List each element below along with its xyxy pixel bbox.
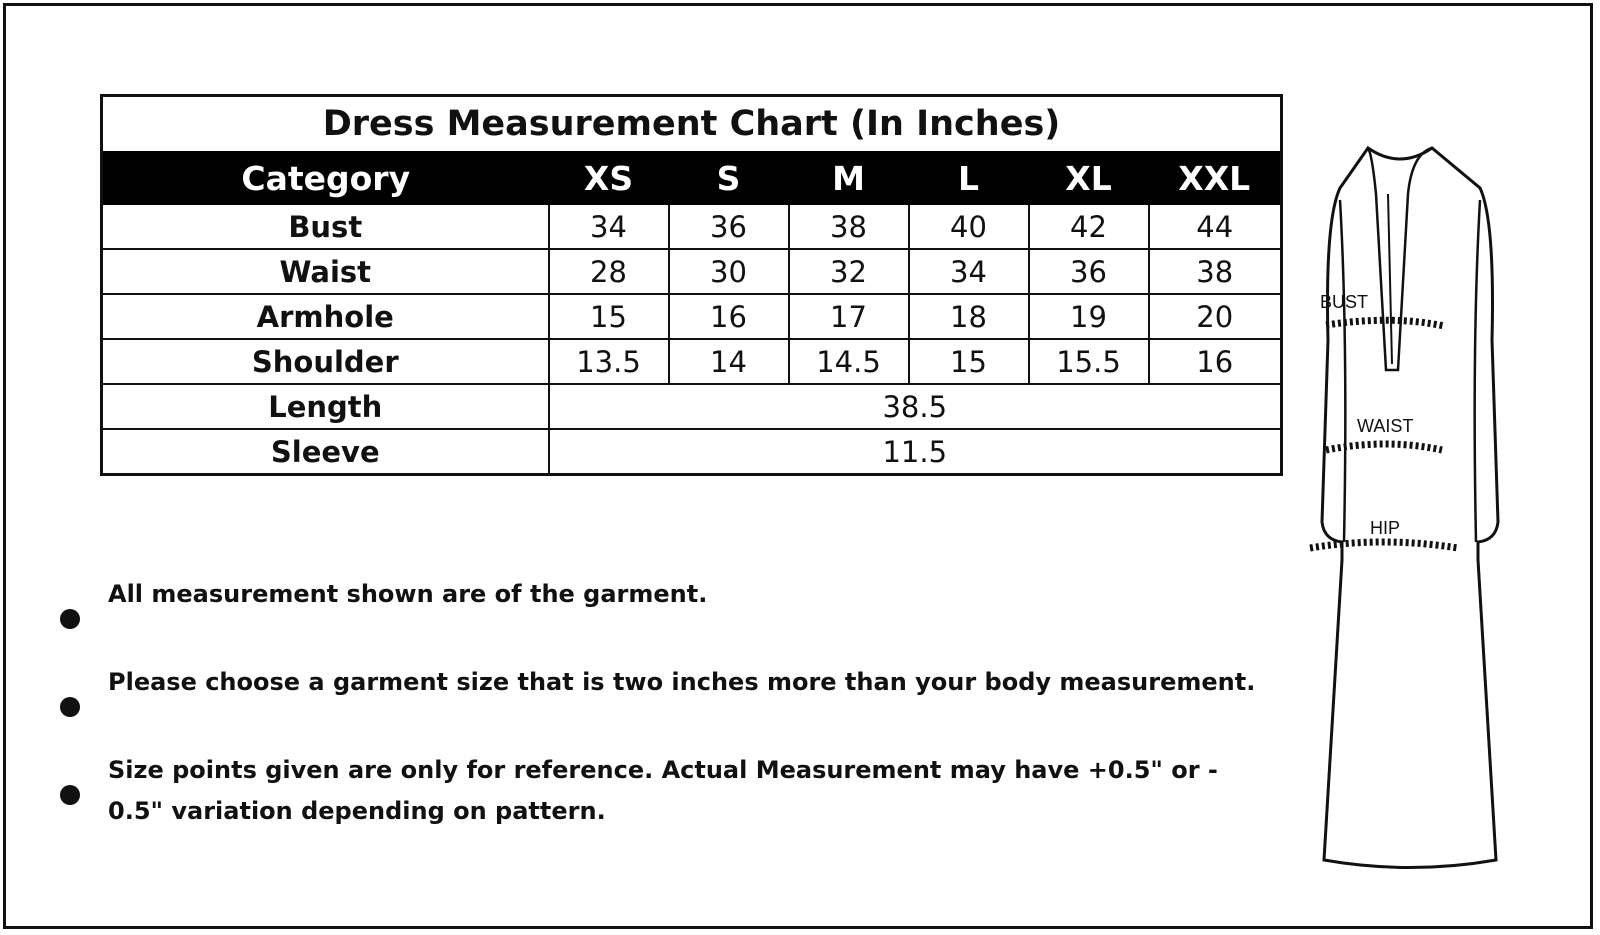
header-size-s: S (669, 152, 789, 204)
table-cell: 38.5 (549, 384, 1282, 429)
table-cell: 15 (909, 339, 1029, 384)
note-item: Please choose a garment size that is two inches more than your body measurement. (108, 668, 1256, 696)
header-size-l: L (909, 152, 1029, 204)
table-cell: 15 (549, 294, 669, 339)
row-label: Armhole (102, 294, 549, 339)
placket-inner-line (1388, 194, 1392, 364)
table-header-row (102, 152, 1282, 204)
left-sleeve-line (1340, 200, 1345, 542)
header-size-xl: XL (1029, 152, 1149, 204)
waist-line (1326, 444, 1442, 450)
table-cell: 19 (1029, 294, 1149, 339)
bust-label: BUST (1320, 292, 1369, 312)
table-cell: 14.5 (789, 339, 909, 384)
table-cell: 18 (909, 294, 1029, 339)
table-cell: 38 (1149, 249, 1282, 294)
dress-body-outline (1322, 148, 1498, 868)
table-cell: 34 (549, 204, 669, 249)
table-cell: 36 (1029, 249, 1149, 294)
table-cell: 30 (669, 249, 789, 294)
bullet-icon (60, 609, 80, 629)
waist-label: WAIST (1357, 416, 1414, 436)
hip-line (1310, 542, 1458, 548)
table-row-shoulder (102, 339, 1282, 384)
table-cell: 44 (1149, 204, 1282, 249)
table-cell: 14 (669, 339, 789, 384)
right-sleeve-line (1475, 200, 1480, 542)
header-size-xxl: XXL (1149, 152, 1282, 204)
table-row-sleeve (102, 429, 1282, 475)
table-row-waist (102, 249, 1282, 294)
note-item: Size points given are only for reference. Actual Measurement may have +0.5" or - 0.5" variation depending on pattern. (108, 756, 1218, 825)
table-cell: 38 (789, 204, 909, 249)
table-cell: 20 (1149, 294, 1282, 339)
table-cell: 42 (1029, 204, 1149, 249)
table-cell: 28 (549, 249, 669, 294)
header-category: Category (102, 152, 549, 204)
table-cell: 32 (789, 249, 909, 294)
table-title: Dress Measurement Chart (In Inches) (102, 96, 1282, 153)
dress-outline-icon (1300, 140, 1520, 880)
table-row-bust (102, 204, 1282, 249)
header-size-xs: XS (549, 152, 669, 204)
bullet-icon (60, 697, 80, 717)
table-cell: 13.5 (549, 339, 669, 384)
neckline-placket (1368, 148, 1432, 370)
table-cell: 16 (1149, 339, 1282, 384)
row-label: Sleeve (102, 429, 549, 475)
header-size-m: M (789, 152, 909, 204)
note-item: All measurement shown are of the garment. (108, 580, 708, 608)
table-row-armhole (102, 294, 1282, 339)
row-label: Bust (102, 204, 549, 249)
row-label: Shoulder (102, 339, 549, 384)
table-cell: 34 (909, 249, 1029, 294)
measurement-table (100, 94, 1283, 476)
table-row-length (102, 384, 1282, 429)
table-cell: 15.5 (1029, 339, 1149, 384)
table-cell: 16 (669, 294, 789, 339)
row-label: Length (102, 384, 549, 429)
table-cell: 17 (789, 294, 909, 339)
row-label: Waist (102, 249, 549, 294)
table-cell: 11.5 (549, 429, 1282, 475)
hip-label: HIP (1370, 518, 1401, 538)
bullet-icon (60, 785, 80, 805)
table-cell: 40 (909, 204, 1029, 249)
table-cell: 36 (669, 204, 789, 249)
